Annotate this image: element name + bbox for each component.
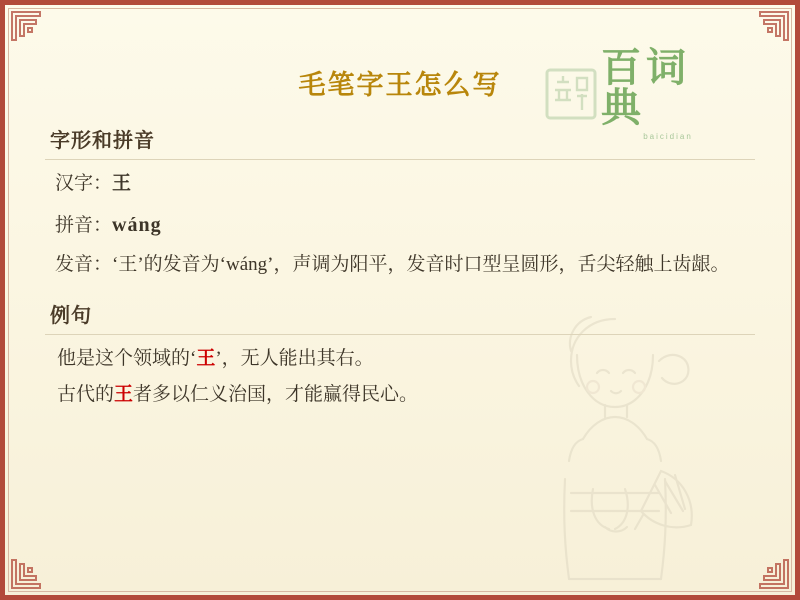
example-highlight: 王: [114, 384, 134, 406]
logo-text-en: baicidian: [643, 131, 693, 141]
corner-ornament-icon: [9, 557, 43, 591]
row-pronunciation-value: ‘王’的发音为‘wáng’，声调为阳平，发音时口型呈圆形，舌尖轻触上齿龈。: [112, 254, 730, 275]
row-hanzi-label: 汉字：: [55, 173, 113, 194]
row-pinyin-label: 拼音：: [55, 214, 113, 236]
corner-ornament-icon: [757, 557, 791, 591]
example-highlight: 王: [196, 347, 216, 369]
row-pinyin: [55, 210, 755, 241]
example-text-post: ’，无人能出其右。: [215, 347, 374, 369]
example-text-pre: 他是这个领域的‘: [57, 347, 197, 369]
page-title: 毛笔字王怎么写: [298, 70, 502, 100]
document-content: [5, 124, 795, 410]
row-hanzi-value: 王: [112, 173, 132, 194]
logo-text-cn: 百词典: [601, 44, 691, 130]
section-spacer: [45, 283, 755, 299]
example-sentence: [57, 345, 755, 374]
example-text-post: 者多以仁义治国，才能赢得民心。: [133, 384, 419, 406]
section-heading-glyph-pinyin: 字形和拼音: [50, 130, 155, 152]
section-heading-examples: 例句: [50, 304, 92, 327]
example-text-pre: 古代的: [57, 384, 115, 406]
row-pinyin-value: wáng: [112, 213, 162, 236]
row-hanzi: [55, 170, 755, 199]
row-pronunciation: [55, 251, 755, 279]
section-divider: [45, 334, 755, 335]
example-sentence: [57, 381, 755, 410]
section-divider: [45, 159, 755, 160]
row-pronunciation-label: 发音：: [55, 254, 113, 275]
